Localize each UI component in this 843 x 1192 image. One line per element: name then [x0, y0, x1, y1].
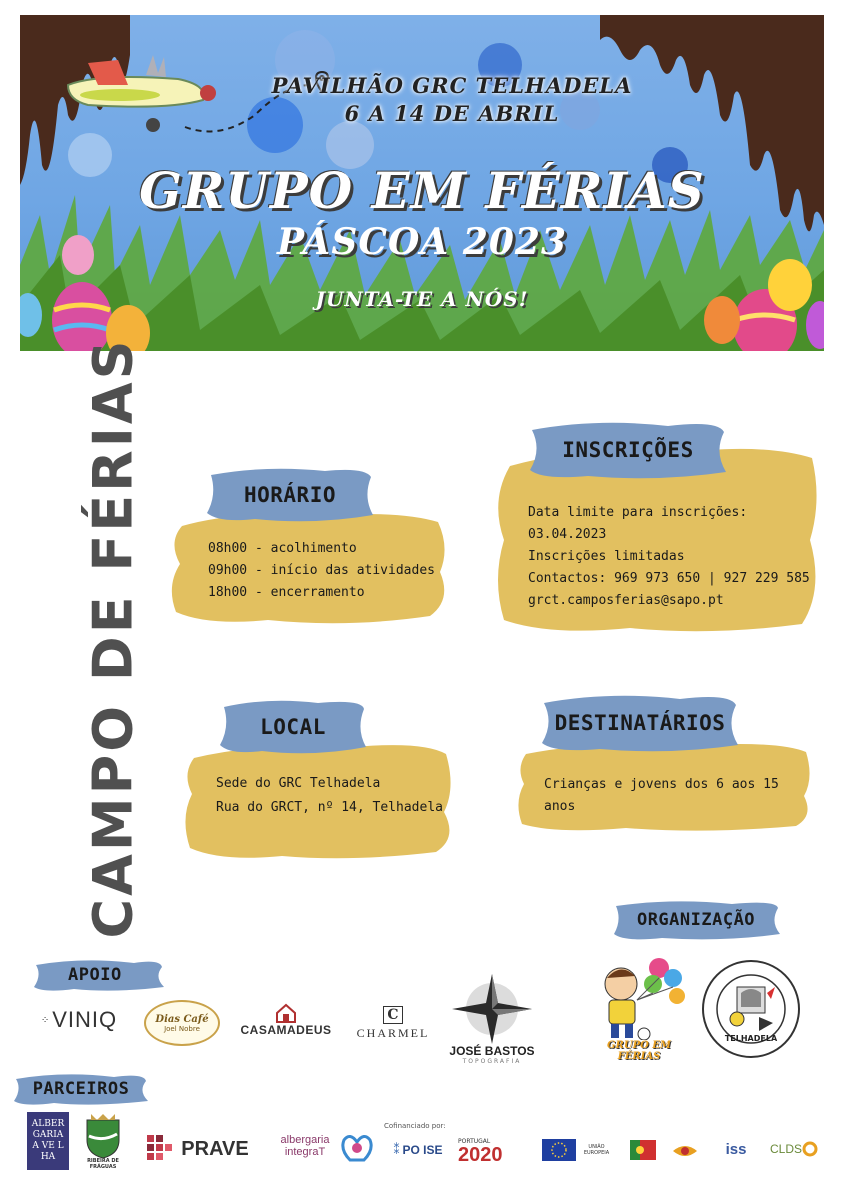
eu-flag-logo [540, 1138, 616, 1162]
albergaria-integrat-logo [266, 1126, 378, 1166]
horario-line-1: 08h00 - acolhimento [208, 541, 357, 556]
local-heading-box [218, 699, 368, 755]
cofinanciado-label [384, 1120, 454, 1132]
dias-cafe-logo-text: Dias Café [155, 1013, 209, 1025]
header-banner [20, 15, 824, 351]
integrat-hearts-icon [340, 1130, 374, 1162]
dias-cafe-logo-sub: Joel Nobre [164, 1024, 200, 1033]
ue-text: UNIÃO EUROPEIA [583, 1144, 610, 1156]
inscricoes-heading: INSCRIÇÕES [562, 438, 694, 462]
local-line-2: Rua do GRCT, nº 14, Telhadela [216, 800, 443, 815]
cofinanciado-text: Cofinanciado por: [384, 1122, 446, 1130]
portugal-republic-logo [622, 1138, 664, 1162]
viniq-logo-text: VINIQ [52, 1007, 118, 1032]
grct-seal-icon [701, 959, 801, 1059]
organizacao-heading: ORGANIZAÇÃO [636, 910, 756, 930]
event-title: GRUPO EM FÉRIAS [139, 161, 705, 220]
charmel-monogram-icon: C [383, 1006, 402, 1024]
poise-logo [386, 1136, 450, 1164]
parceiros-heading: PARCEIROS [32, 1079, 130, 1099]
organizacao-tag [612, 900, 780, 940]
inscricoes-line-1: Data limite para inscrições: 03.04.2023 [528, 505, 748, 542]
viniq-logo [34, 1004, 124, 1036]
event-dates: 6 A 14 DE ABRIL [344, 101, 560, 126]
grapes-icon: ⁘ [40, 1014, 50, 1026]
albergaria-municipio-logo [27, 1112, 69, 1170]
inscricoes-heading-box [528, 420, 728, 480]
prave-logo-text: PRAVE [181, 1137, 249, 1160]
coat-of-arms-icon [83, 1112, 123, 1158]
poise-arrow-icon: ⁑ [393, 1143, 400, 1157]
casamadeus-logo-text: CASAMADEUS [240, 1023, 332, 1037]
iss-logo-text: iss [725, 1140, 747, 1158]
destinatarios-line-1: Crianças e jovens dos 6 aos 15 anos [544, 777, 779, 814]
local-heading: LOCAL [260, 715, 326, 739]
destinatarios-heading: DESTINATÁRIOS [554, 711, 726, 735]
apoio-tag [34, 959, 164, 991]
event-slogan: JUNTA-TE A NÓS! [315, 287, 529, 311]
portugal-flag-icon [630, 1140, 656, 1160]
segurança-social-logo [668, 1136, 702, 1164]
casamadeus-logo [236, 994, 336, 1046]
prave-logo [134, 1130, 262, 1168]
jose-bastos-logo-sub: TOPOGRAFIA [462, 1057, 522, 1065]
horario-panel [168, 508, 448, 628]
poise-logo-text: PO ISE [402, 1143, 443, 1157]
clds-logo [766, 1134, 822, 1164]
grct-logo-text: TELHADELA [724, 1034, 778, 1043]
horario-heading: HORÁRIO [243, 483, 336, 507]
parceiros-tag [14, 1073, 148, 1105]
kid-balloons-icon [589, 954, 689, 1040]
ribeira-logo-text: RIBEIRA DE FRÁGUAS [87, 1158, 119, 1170]
jose-bastos-logo-text: JOSÉ BASTOS [449, 1043, 535, 1058]
vertical-title-text: CAMPO DE FÉRIAS [81, 337, 145, 939]
horario-line-2: 09h00 - início das atividades [208, 563, 435, 578]
prave-pixel-icon [147, 1135, 177, 1163]
grupo-em-ferias-logo [584, 954, 694, 1062]
grupo-em-ferias-logo-text: GRUPO EM FÉRIAS [607, 1040, 671, 1062]
inscricoes-line-2: Inscrições limitadas [528, 549, 685, 564]
destinatarios-heading-box [540, 693, 740, 753]
local-panel [182, 738, 452, 862]
portugal-label: PORTUGAL [458, 1137, 491, 1145]
apoio-heading: APOIO [68, 965, 122, 985]
dias-cafe-logo [144, 1000, 220, 1046]
integrat-logo-text: albergaria integraT [280, 1134, 330, 1158]
local-line-1: Sede do GRC Telhadela [216, 776, 381, 791]
portugal-2020-text: 2020 [458, 1143, 503, 1166]
albergaria-logo-text: ALBER GARIA A VE LHA [31, 1119, 65, 1162]
portugal-2020-logo [458, 1136, 532, 1166]
clds-logo-text: CLDS [769, 1142, 802, 1156]
event-location: PAVILHÃO GRC TELHADELA [271, 73, 633, 98]
iss-logo [712, 1134, 760, 1164]
charmel-logo [350, 1000, 436, 1046]
event-subtitle: PÁSCOA 2023 [276, 221, 568, 263]
house-icon [275, 1003, 297, 1023]
horario-line-3: 18h00 - encerramento [208, 585, 365, 600]
grct-logo [700, 956, 802, 1062]
clds-circle-icon [802, 1141, 818, 1157]
jose-bastos-logo [442, 970, 542, 1068]
inscricoes-email: grct.camposferias@sapo.pt [528, 593, 724, 608]
ribeira-de-fraguas-logo [78, 1110, 128, 1172]
eu-flag-icon [542, 1139, 576, 1161]
horario-heading-box [205, 467, 375, 523]
inscricoes-line-3: Contactos: 969 973 650 | 927 229 585 [528, 571, 810, 586]
vertical-title [77, 337, 149, 939]
charmel-logo-text: CHARMEL [356, 1025, 430, 1040]
compass-star-icon [452, 974, 532, 1044]
social-security-icon [671, 1137, 699, 1163]
